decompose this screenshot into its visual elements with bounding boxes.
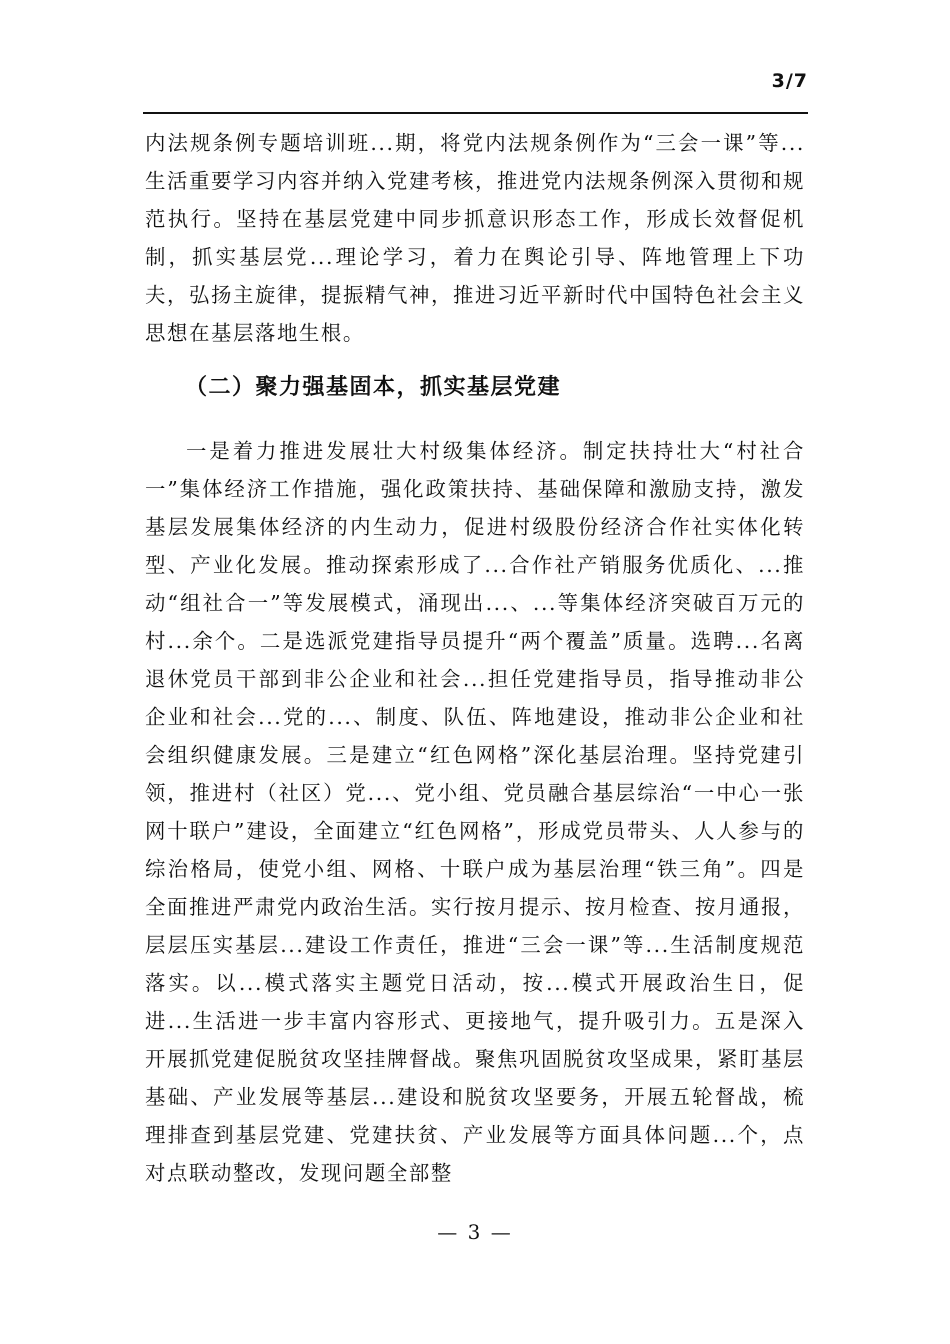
page-number-footer: — 3 — xyxy=(437,1220,513,1244)
section-heading: （二）聚力强基固本，抓实基层党建 xyxy=(185,375,562,400)
header-divider xyxy=(143,112,808,114)
body-paragraph-2: 一是着力推进发展壮大村级集体经济。制定扶持壮大“村社合一”集体经济工作措施，强化政策扶持、基础保障和激励支持，激发基层发展集体经济的内生动力，促进村级股份经济合作社实体化转型、产业化发展。推动探索形成了...合作社产销服务优质化、...推动“组社合一”等发展模式，涌现出...、...等集体经济突破百万元的村...余个。二是选派党建指导员提升“两个覆盖”质量。选聘...名离退休党员干部到非公企业和社会...担任党建指导员，指导推动非公企业和社会...党的...、制度、队伍、阵地建设，推动非公企业和社会组织健康发展。三是建立“红色网格”深化基层治理。坚持党建引领，推进村（社区）党...、党小组、党员融合基层综治“一中心一张网十联户”建设，全面建立“红色网格”，形成党员带头、人人参与的综治格局，使党小组、网格、十联户成为基层治理“铁三角”。四是全面推进严肃党内政治生活。实行按月提示、按月检查、按月通报，层层压实基层...建设工作责任，推进“三会一课”等...生活制度规范落实。以...模式落实主题党日活动，按...模式开展政治生日，促进...生活进一步丰富内容形式、更接地气，提升吸引力。五是深入开展抓党建促脱贫攻坚挂牌督战。聚焦巩固脱贫攻坚成果，紧盯基层基础、产业发展等基层...建设和脱贫攻坚要务，开展五轮督战，梳理排查到基层党建、党建扶贫、产业发展等方面具体问题...个，点对点联动整改，发现问题全部整 xyxy=(145,439,805,1185)
body-paragraph-1: 内法规条例专题培训班...期，将党内法规条例作为“三会一课”等...生活重要学习内容并纳入党建考核，推进党内法规条例深入贯彻和规范执行。坚持在基层党建中同步抓意识形态工作，形成长效督促机制，抓实基层党...理论学习，着力在舆论引导、阵地管理上下功夫，弘扬主旋律，提振精气神，推进习近平新时代中国特色社会主义思想在基层落地生根。 xyxy=(145,131,805,345)
page-counter: 3/7 xyxy=(771,70,808,92)
